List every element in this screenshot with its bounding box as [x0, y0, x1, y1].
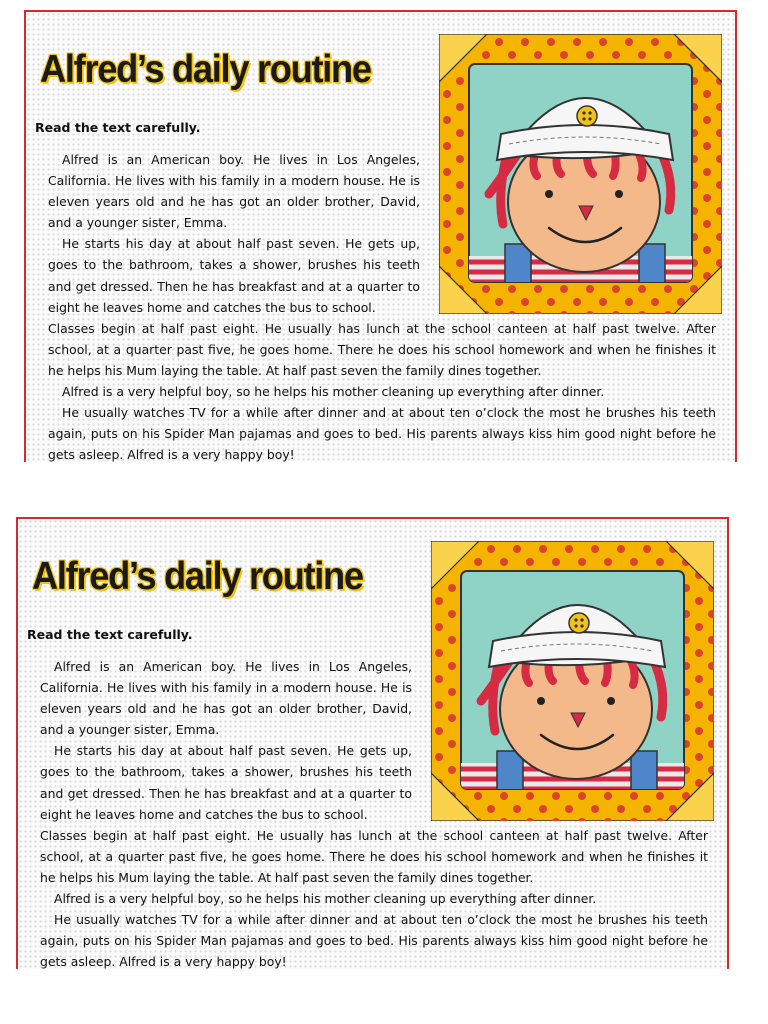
worksheet-card: [16, 517, 729, 969]
worksheet-title: Alfred’s daily routine: [40, 48, 371, 91]
paragraph: Alfred is an American boy. He lives in Los Angeles, California. He lives with his family in a modern house. He is eleven years old and he has got an older brother, David, and a younger sister, Emma.: [48, 152, 420, 231]
paragraph: He usually watches TV for a while after dinner and at about ten o’clock the most he brushes his teeth again, puts on his Spider Man pajamas and goes to bed. His parents always kiss him good night before he gets asleep. Alfred is a very happy boy!: [40, 912, 708, 969]
paragraph: He usually watches TV for a while after dinner and at about ten o’clock the most he brushes his teeth again, puts on his Spider Man pajamas and goes to bed. His parents always kiss him good night before he gets asleep. Alfred is a very happy boy!: [48, 405, 716, 462]
paragraph: Classes begin at half past eight. He usually has lunch at the school canteen at half past twelve. After school, at a quarter past five, he goes home. There he does his school homework and when he finishes it he helps his Mum laying the table. At half past seven the family dines together.: [40, 827, 708, 885]
paragraph: Alfred is a very helpful boy, so he helps his mother cleaning up everything after dinner.: [62, 384, 605, 400]
doll-boy-illustration: [439, 34, 722, 314]
paragraph: Alfred is a very helpful boy, so he helps his mother cleaning up everything after dinner.: [54, 891, 597, 907]
instruction: Read the text carefully.: [27, 627, 193, 642]
worksheet-card: [24, 10, 737, 462]
paragraph: He starts his day at about half past seven. He gets up, goes to the bathroom, takes a shower, brushes his teeth and get dressed. Then he has breakfast and at a quarter to eight he leaves home and catches the bus to school.: [48, 236, 420, 315]
instruction: Read the text carefully.: [35, 120, 201, 135]
paragraph: He starts his day at about half past seven. He gets up, goes to the bathroom, takes a shower, brushes his teeth and get dressed. Then he has breakfast and at a quarter to eight he leaves home and catches the bus to school.: [40, 743, 412, 822]
paragraph: Classes begin at half past eight. He usually has lunch at the school canteen at half past twelve. After school, at a quarter past five, he goes home. There he does his school homework and when he finishes it he helps his Mum laying the table. At half past seven the family dines together.: [48, 320, 716, 378]
paragraph: Alfred is an American boy. He lives in Los Angeles, California. He lives with his family in a modern house. He is eleven years old and he has got an older brother, David, and a younger sister, Emma.: [40, 659, 412, 738]
worksheet-title: Alfred’s daily routine: [32, 555, 363, 598]
doll-boy-illustration: [431, 541, 714, 821]
